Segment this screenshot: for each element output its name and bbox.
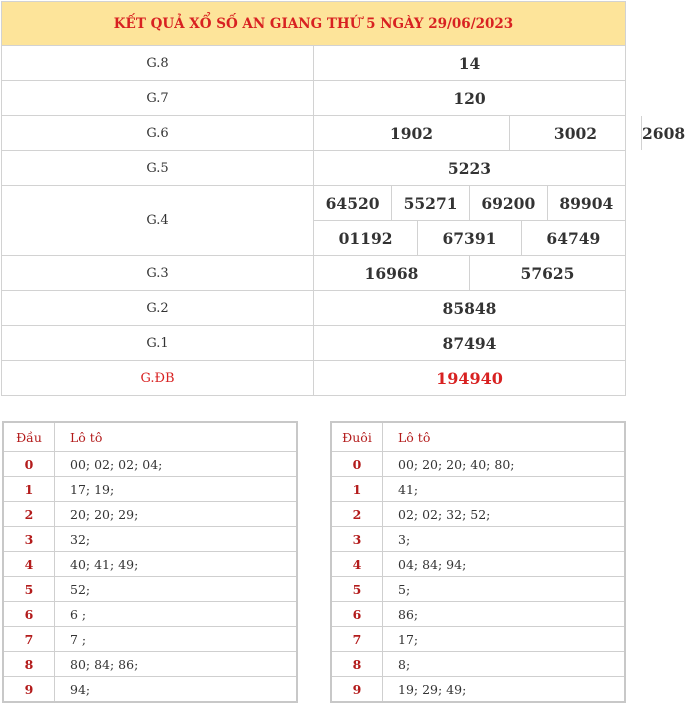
- row-key: 6: [331, 602, 383, 627]
- row-key: 9: [3, 677, 55, 703]
- table-row: [3, 602, 297, 627]
- row-value: 5;: [383, 577, 626, 602]
- prize-label: G.5: [2, 151, 314, 186]
- prize-row-g8: [2, 46, 626, 81]
- prize-row-g7: [2, 81, 626, 116]
- prize-label: G.4: [2, 186, 314, 256]
- row-key: 1: [3, 477, 55, 502]
- table-row: [331, 552, 625, 577]
- table-row: [3, 577, 297, 602]
- prize-number: 64749: [521, 221, 625, 256]
- row-key: 7: [3, 627, 55, 652]
- prize-row-g6: [2, 116, 626, 151]
- prize-number: 16968: [364, 263, 419, 283]
- dau-header: Đầu: [3, 422, 55, 452]
- prize-number: 01192: [314, 221, 418, 256]
- row-key: 4: [331, 552, 383, 577]
- row-key: 0: [331, 452, 383, 477]
- row-key: 8: [331, 652, 383, 677]
- prize-number: 3002: [510, 116, 642, 150]
- loto-header: Lô tô: [383, 422, 626, 452]
- table-row: [3, 677, 297, 703]
- table-row: [331, 502, 625, 527]
- row-key: 2: [3, 502, 55, 527]
- prize-row-gdb: [2, 361, 626, 396]
- prize-label: G.3: [2, 256, 314, 291]
- row-value: 00; 20; 20; 40; 80;: [383, 452, 626, 477]
- prize-number: 69200: [469, 186, 547, 221]
- row-key: 2: [331, 502, 383, 527]
- row-key: 8: [3, 652, 55, 677]
- prize-row-g2: [2, 291, 626, 326]
- prize-number: 5223: [314, 151, 626, 186]
- loto-header: Lô tô: [55, 422, 298, 452]
- prize-row-g1: [2, 326, 626, 361]
- page-title: KẾT QUẢ XỔ SỐ AN GIANG THỨ 5 NGÀY 29/06/2023: [2, 2, 626, 46]
- table-row: [331, 527, 625, 552]
- prize-label: G.6: [2, 116, 314, 151]
- row-value: 80; 84; 86;: [55, 652, 298, 677]
- table-row: [331, 677, 625, 703]
- table-row: [331, 577, 625, 602]
- prize-number: 85848: [314, 291, 626, 326]
- row-value: 8;: [383, 652, 626, 677]
- table-row: [3, 477, 297, 502]
- prize-label: G.8: [2, 46, 314, 81]
- table-row: [331, 652, 625, 677]
- prize-number: 87494: [314, 326, 626, 361]
- prize-label-special: G.ĐB: [2, 361, 314, 396]
- table-row: [3, 452, 297, 477]
- row-value: 41;: [383, 477, 626, 502]
- results-table: [1, 1, 685, 396]
- prize-number: 14: [314, 46, 626, 81]
- row-value: 86;: [383, 602, 626, 627]
- row-key: 5: [331, 577, 383, 602]
- row-value: 52;: [55, 577, 298, 602]
- prize-number: 55271: [392, 186, 470, 221]
- table-row: [331, 477, 625, 502]
- row-key: 0: [3, 452, 55, 477]
- prize-number: 120: [314, 81, 626, 116]
- row-key: 9: [331, 677, 383, 703]
- row-key: 3: [3, 527, 55, 552]
- row-key: 6: [3, 602, 55, 627]
- row-value: 19; 29; 49;: [398, 681, 467, 697]
- prize-row-g3: [2, 256, 626, 291]
- row-value: 32;: [55, 527, 298, 552]
- row-key: 1: [331, 477, 383, 502]
- prize-numbers: [314, 256, 626, 291]
- prize-numbers: [314, 186, 626, 256]
- prize-number: 64520: [325, 193, 380, 213]
- row-key: 4: [3, 552, 55, 577]
- table-row: [331, 627, 625, 652]
- table-row: [331, 452, 625, 477]
- table-row: [3, 527, 297, 552]
- table-row: [3, 552, 297, 577]
- row-value: 7 ;: [55, 627, 298, 652]
- prize-number: 67391: [418, 221, 522, 256]
- row-value: 04; 84; 94;: [383, 552, 626, 577]
- row-value: 94;: [70, 681, 91, 697]
- duoi-loto-table: [330, 421, 626, 703]
- prize-label: G.1: [2, 326, 314, 361]
- row-value: 17;: [383, 627, 626, 652]
- row-value: 20; 20; 29;: [55, 502, 298, 527]
- table-row: [331, 602, 625, 627]
- prize-numbers: 1902 3002 2608: [314, 116, 626, 151]
- duoi-header: Đuôi: [331, 422, 383, 452]
- row-value: 02; 02; 32; 52;: [383, 502, 626, 527]
- prize-row-g5: [2, 151, 626, 186]
- row-value: 17; 19;: [55, 477, 298, 502]
- row-value: 00; 02; 02; 04;: [55, 452, 298, 477]
- table-row: [3, 502, 297, 527]
- prize-label: G.7: [2, 81, 314, 116]
- row-value: 6 ;: [55, 602, 298, 627]
- prize-number: 57625: [470, 256, 626, 290]
- prize-number: 89904: [547, 186, 625, 221]
- row-key: 7: [331, 627, 383, 652]
- prize-row-g4: [2, 186, 626, 256]
- row-value: 3;: [383, 527, 626, 552]
- row-key: 3: [331, 527, 383, 552]
- prize-number-special: 194940: [314, 361, 626, 396]
- table-row: [3, 627, 297, 652]
- row-key: 5: [3, 577, 55, 602]
- row-value: 40; 41; 49;: [55, 552, 298, 577]
- dau-loto-table: [2, 421, 298, 703]
- prize-number: 1902: [389, 123, 434, 143]
- table-row: [3, 652, 297, 677]
- prize-label: G.2: [2, 291, 314, 326]
